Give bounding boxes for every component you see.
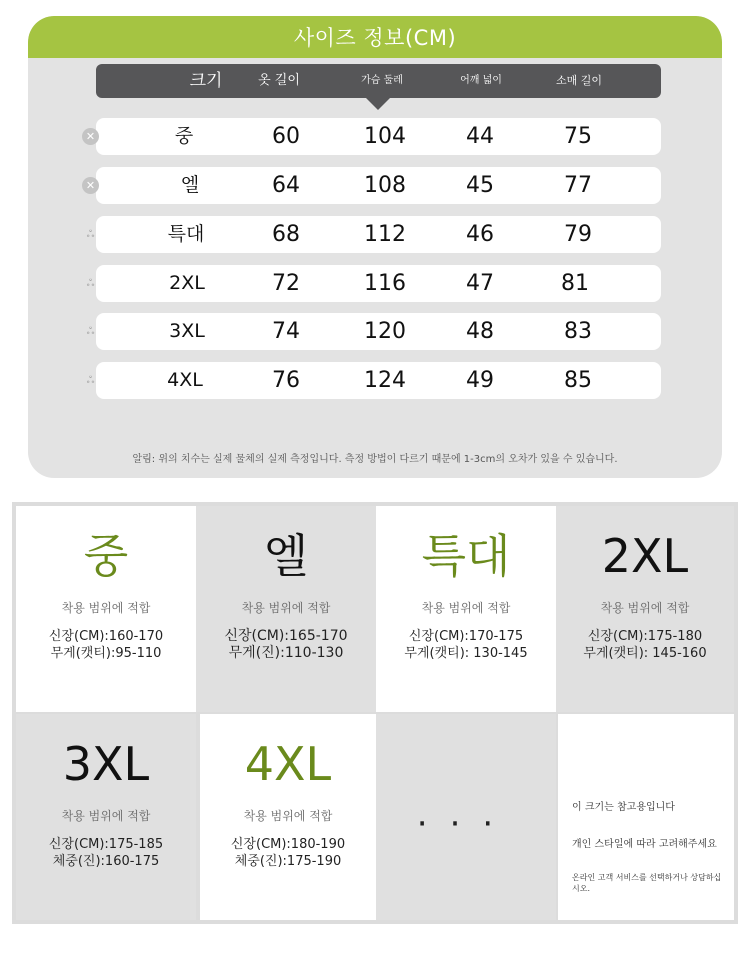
- fit-height: 신장(CM):175-180: [587, 629, 703, 644]
- table-row: [86, 216, 661, 253]
- note-service: 온라인 고객 서비스를 선택하거나 상담하십시오.: [572, 873, 722, 893]
- row-size: 4XL: [167, 369, 203, 391]
- fit-specs: [556, 628, 734, 662]
- fit-tile: [16, 506, 196, 712]
- fit-tile: [196, 506, 376, 712]
- fit-notes: [572, 798, 726, 916]
- scribble-icon: ஃ: [86, 229, 95, 240]
- ellipsis-dots: ···: [416, 804, 516, 844]
- row-size: 2XL: [169, 272, 205, 294]
- scribble-icon: ஃ: [86, 375, 95, 386]
- row-chest: 112: [364, 222, 406, 247]
- row-length: 76: [272, 368, 300, 393]
- fit-size: 중: [83, 529, 129, 583]
- row-length: 74: [272, 319, 300, 344]
- size-table-title: 사이즈 정보(CM): [293, 26, 457, 50]
- measurement-notice: 알림: 위의 치수는 실제 물체의 실제 측정입니다. 측정 방법이 다르기 때문에 1-3cm의 오차가 있을 수 있습니다.: [132, 454, 618, 465]
- fit-specs: [200, 836, 376, 870]
- row-length: 60: [272, 124, 300, 149]
- fit-tile: [16, 714, 196, 920]
- fit-height: 신장(CM):175-185: [48, 837, 164, 852]
- row-sleeve: 81: [561, 271, 589, 296]
- row-length: 68: [272, 222, 300, 247]
- column-header-size: 크기: [189, 71, 223, 91]
- row-sleeve: 79: [564, 222, 592, 247]
- fit-weight: 무게(진):110-130: [228, 645, 344, 661]
- row-size: 3XL: [169, 320, 205, 342]
- scribble-icon: ஃ: [86, 278, 95, 289]
- x-circle-icon: ✕: [82, 128, 99, 145]
- fit-size: 4XL: [244, 737, 332, 791]
- fit-height: 신장(CM):160-170: [48, 629, 164, 644]
- row-chest: 104: [364, 124, 406, 149]
- scribble-icon: ஃ: [86, 326, 95, 337]
- fit-range-label: 착용 범위에 적합: [243, 809, 333, 823]
- row-sleeve: 75: [564, 124, 592, 149]
- fit-weight: 무게(캣티): 130-145: [404, 646, 528, 661]
- table-row: [86, 362, 661, 399]
- fit-weight: 무게(캣티): 145-160: [583, 646, 707, 661]
- table-row: [85, 118, 661, 155]
- row-size: 엘: [180, 174, 200, 196]
- row-sleeve: 83: [564, 319, 592, 344]
- row-size: 중: [174, 125, 194, 147]
- note-style: 개인 스타일에 따라 고려해주세요: [572, 839, 717, 850]
- fit-range-label: 착용 범위에 적합: [61, 601, 151, 615]
- table-row: [86, 313, 661, 350]
- x-circle-icon: ✕: [82, 177, 99, 194]
- row-shoulder: 49: [466, 368, 494, 393]
- fit-weight: 체중(진):175-190: [234, 854, 342, 869]
- row-shoulder: 47: [466, 271, 494, 296]
- column-header-chest: 가슴 둘레: [361, 75, 403, 86]
- fit-size: 특대: [421, 529, 511, 583]
- fit-weight: 체중(진):160-175: [52, 854, 160, 869]
- row-chest: 108: [364, 173, 406, 198]
- fit-height: 신장(CM):165-170: [224, 628, 348, 644]
- row-sleeve: 77: [564, 173, 592, 198]
- fit-guide-grid: [12, 502, 738, 924]
- fit-range-label: 착용 범위에 적합: [61, 809, 151, 823]
- fit-size: 3XL: [62, 737, 150, 791]
- row-shoulder: 46: [466, 222, 494, 247]
- notes-tile: [558, 714, 734, 920]
- column-header-bar: [96, 64, 661, 98]
- column-header-sleeve: 소매 길이: [555, 74, 603, 87]
- ellipsis-tile: [376, 714, 556, 920]
- column-header-length: 옷 길이: [258, 73, 300, 88]
- fit-tile: [376, 506, 556, 712]
- fit-specs: [376, 628, 556, 662]
- column-header-shoulder: 어깨 넓이: [460, 75, 502, 86]
- fit-weight: 무게(캣티):95-110: [50, 646, 162, 661]
- row-length: 64: [272, 173, 300, 198]
- fit-specs: [16, 836, 196, 870]
- row-chest: 116: [364, 271, 406, 296]
- size-table-header: [28, 16, 722, 58]
- row-chest: 120: [364, 319, 406, 344]
- row-shoulder: 44: [466, 124, 494, 149]
- row-length: 72: [272, 271, 300, 296]
- row-sleeve: 85: [564, 368, 592, 393]
- row-shoulder: 45: [466, 173, 494, 198]
- fit-size: 엘: [263, 529, 309, 583]
- fit-height: 신장(CM):170-175: [408, 629, 524, 644]
- fit-size: 2XL: [601, 529, 689, 583]
- fit-range-label: 착용 범위에 적합: [600, 601, 690, 615]
- fit-tile: [200, 714, 376, 920]
- fit-range-label: 착용 범위에 적합: [421, 601, 511, 615]
- fit-tile: [556, 506, 734, 712]
- fit-specs: [16, 628, 196, 662]
- fit-specs: [196, 628, 376, 662]
- fit-height: 신장(CM):180-190: [230, 837, 346, 852]
- note-reference: 이 크기는 참고용입니다: [572, 802, 675, 813]
- row-shoulder: 48: [466, 319, 494, 344]
- fit-range-label: 착용 범위에 적합: [241, 601, 331, 615]
- row-chest: 124: [364, 368, 406, 393]
- size-table-card: [28, 16, 722, 478]
- row-size: 특대: [167, 223, 205, 245]
- table-row: [86, 265, 661, 302]
- table-row: [85, 167, 661, 204]
